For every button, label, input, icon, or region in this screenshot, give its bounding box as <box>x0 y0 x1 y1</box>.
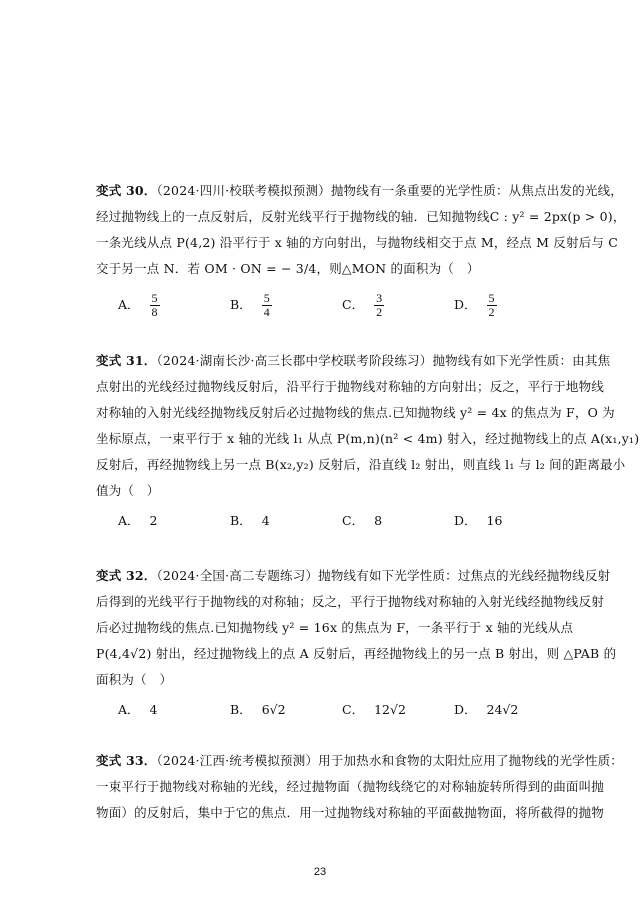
answer-options <box>96 504 554 538</box>
problem-text-line: （2024·江西·统考模拟预测）用于加热水和食物的太阳灶应用了抛物线的光学性质： <box>156 753 623 768</box>
problem-32 <box>96 563 617 727</box>
problem-text-line: （2024·湖南长沙·高三长郡中学校联考阶段练习）抛物线有如下光学性质：由其焦 <box>156 353 611 368</box>
option-b[interactable]: B． 4 <box>230 513 270 528</box>
problem-text-line: P(4,4√2) 射出，经过抛物线上的点 A 反射后，再经抛物线上的另一点 B 射出，则 △PAB 的 <box>96 646 617 661</box>
answer-options <box>96 693 554 727</box>
option-a[interactable]: A． 4 <box>118 702 158 717</box>
option-fraction: $\frac{5}{4}$ <box>263 291 270 319</box>
problem-text-line: 反射后，再经抛物线上另一点 B(x₂,y₂) 反射后，沿直线 l₂ 射出，则直线 l₁ 与 l₂ 间的距离最小 <box>96 457 626 472</box>
option-fraction: $\frac{5}{2}$ <box>488 291 495 319</box>
option-fraction: $\frac{3}{2}$ <box>376 291 383 319</box>
problem-text-line: 值为（ ） <box>96 483 160 498</box>
problem-label: 变式 30． <box>96 183 157 198</box>
problem-label: 变式 32． <box>96 568 157 583</box>
option-b[interactable]: B． 6√2 <box>230 702 286 717</box>
problem-label: 变式 33． <box>96 753 157 768</box>
problem-text-line: 物面）的反射后，集中于它的焦点．用一过抛物线对称轴的平面截抛物面，将所截得的抛物 <box>96 805 605 820</box>
problem-33 <box>96 748 623 826</box>
option-c[interactable]: C． 12√2 <box>342 702 406 717</box>
page-number: 23 <box>313 866 327 878</box>
problem-30 <box>96 178 626 322</box>
problem-text-line: 交于另一点 N．若 OM · ON = − 3/4，则△MON 的面积为（ ） <box>96 261 480 276</box>
option-c[interactable]: C． 8 <box>342 513 383 528</box>
problem-text-line: 点射出的光线经过抛物线反射后，沿平行于抛物线对称轴的方向射出；反之，平行于地物线 <box>96 379 605 394</box>
answer-options <box>96 288 554 322</box>
problem-text-line: 一束平行于抛物线对称轴的光线，经过抛物面（抛物线绕它的对称轴旋转所得到的曲面叫抛 <box>96 779 605 794</box>
problem-label: 变式 31． <box>96 353 157 368</box>
option-d[interactable]: D． 24√2 <box>454 702 519 717</box>
option-b[interactable]: B． $\frac{5}{4}$ <box>230 291 270 319</box>
problem-text-line: 经过抛物线上的一点反射后，反射光线平行于抛物线的轴．已知抛物线C : y² = 2px(p > 0)， <box>96 209 626 224</box>
option-c[interactable]: C． $\frac{3}{2}$ <box>342 291 383 319</box>
option-d[interactable]: D． $\frac{5}{2}$ <box>454 291 495 319</box>
option-d[interactable]: D． 16 <box>454 513 503 528</box>
problem-31 <box>96 348 640 538</box>
option-fraction: $\frac{5}{8}$ <box>151 291 158 319</box>
problem-text-line: （2024·全国·高二专题练习）抛物线有如下光学性质：过焦点的光线经抛物线反射 <box>156 568 611 583</box>
problem-text-line: 后得到的光线平行于抛物线的对称轴；反之，平行于抛物线对称轴的入射光线经抛物线反射 <box>96 594 605 609</box>
problem-text-line: 后必过抛物线的焦点.已知抛物线 y² = 16x 的焦点为 F，一条平行于 x 轴的光线从点 <box>96 620 574 635</box>
problem-text-line: 面积为（ ） <box>96 672 173 687</box>
problem-text-line: （2024·四川·校联考模拟预测）抛物线有一条重要的光学性质：从焦点出发的光线， <box>156 183 623 198</box>
problem-text-line: 对称轴的入射光线经抛物线反射后必过抛物线的焦点.已知抛物线 y² = 4x 的焦点为 F，O 为 <box>96 405 615 420</box>
option-a[interactable]: A． 2 <box>118 513 158 528</box>
problem-text-line: 一条光线从点 P(4,2) 沿平行于 x 轴的方向射出，与抛物线相交于点 M，经点 M 反射后与 C <box>96 235 619 250</box>
option-a[interactable]: A． $\frac{5}{8}$ <box>118 291 158 319</box>
problem-text-line: 坐标原点，一束平行于 x 轴的光线 l₁ 从点 P(m,n)(n² < 4m) 射入，经过抛物线上的点 A(x₁,y₁) <box>96 431 640 446</box>
